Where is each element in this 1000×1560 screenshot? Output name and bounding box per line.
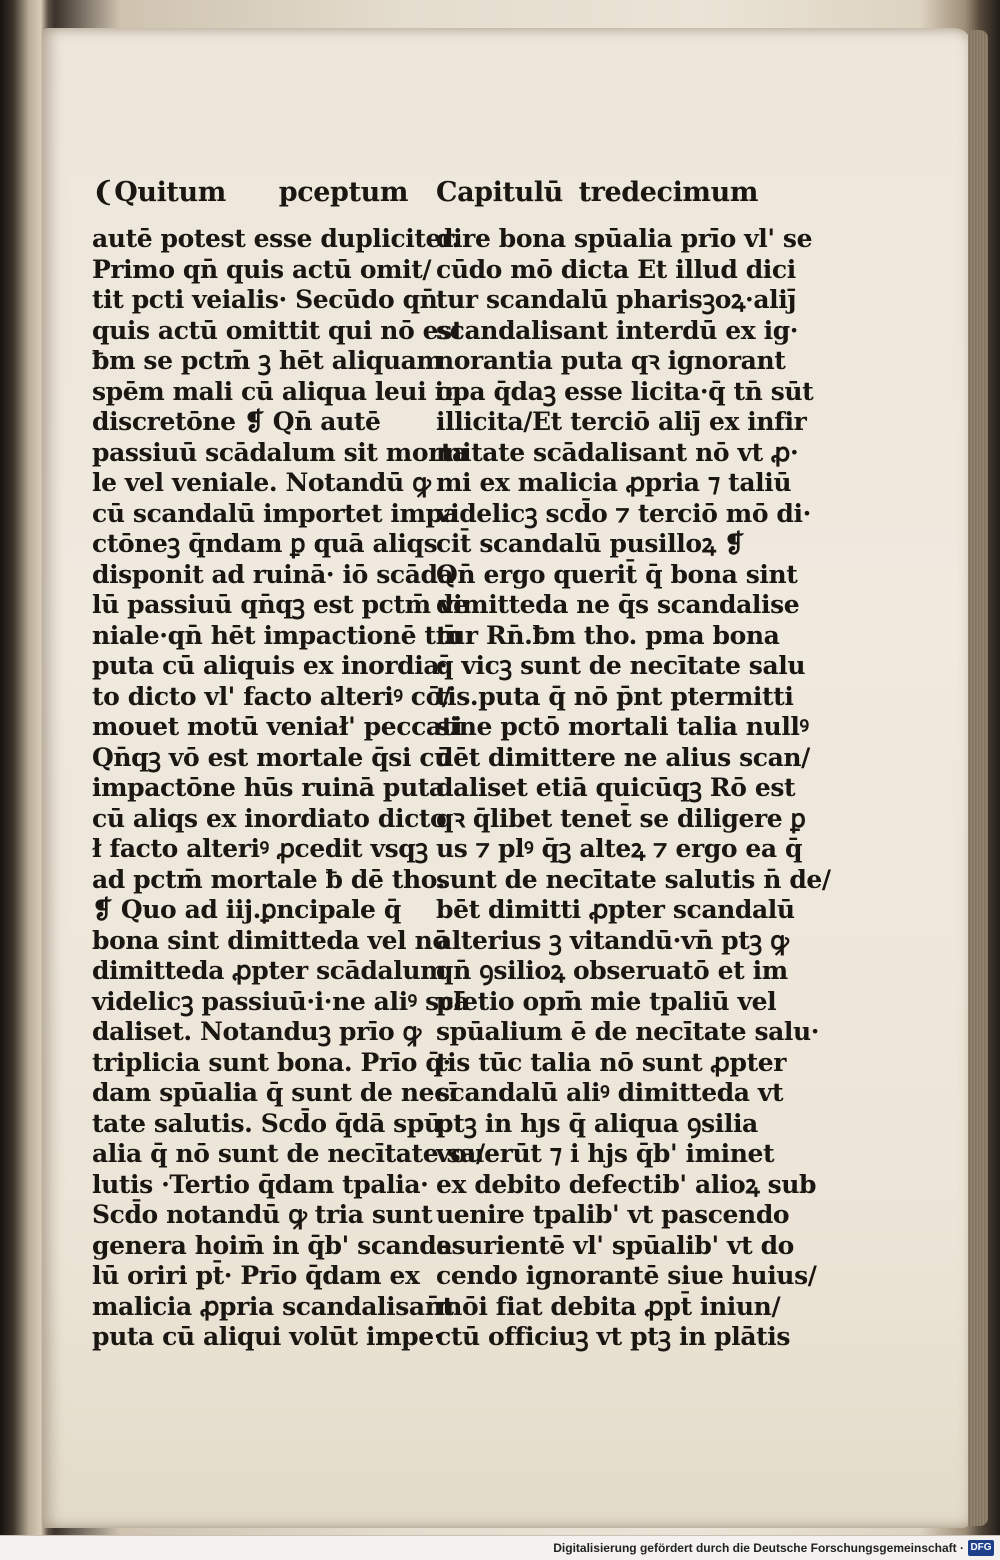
right-column-line: qꝛ q̄libet tenet̄ se diligere ꝑ [436, 803, 806, 833]
left-column-line: ad pctm̄ mortale ƀ dē tho. [92, 864, 445, 894]
left-running-head [92, 178, 408, 218]
page-block-edge [968, 30, 988, 1526]
right-column-line: vouerūt ⁊ i hjs q̄b' iminet [436, 1139, 775, 1168]
right-text-column [436, 177, 831, 1353]
left-column-line: discretōne ❡ Qn̄ autē [92, 407, 381, 436]
right-column-line: bēt dimitti ꝓpter scandalū [436, 895, 795, 924]
left-column-line: to dicto vl' facto alteriꝰ cō/ [92, 681, 451, 711]
right-column-line: Qn̄ ergo querit̄ q̄ bona sint [436, 559, 798, 589]
right-column-line: scandalū aliꝰ dimitteda vt [436, 1078, 784, 1107]
funding-credit: Digitalisierung gefördert durch die Deutsche Forschungsgemeinschaft · [553, 1541, 964, 1555]
right-column-line: cūdo mō dicta Et illud dici [436, 254, 796, 284]
right-column-line: tis.puta q̄ nō p̄nt ptermitti [436, 681, 794, 711]
left-column-lines [92, 224, 485, 1353]
right-column-line: mōi fiat debita ꝓpt̄ iniun/ [436, 1291, 781, 1321]
digitization-footer [0, 1535, 1000, 1560]
left-column-line: lutis ·Tertio q̄dam tpalia· [92, 1169, 429, 1199]
left-text-column [92, 177, 485, 1353]
left-column-line: daliset. Notanduꝫ prīo ꝙ [92, 1017, 421, 1046]
right-column-line: opa q̄daꝫ esse licita·q̄ tn̄ sūt [436, 376, 814, 406]
left-column-line: tate salutis. Scd̄o q̄dā spū [92, 1108, 442, 1138]
left-column-line: ❡ Quo ad iij.ꝑncipale q̄ [92, 895, 401, 924]
left-column-line: puta cū aliquis ex inordia· [92, 651, 448, 680]
right-column-line: illicita/Et terciō aliȷ̄ ex infir [436, 407, 807, 436]
right-column-line: uenire tpalib' vt pascendo [436, 1200, 790, 1229]
left-column-line: malicia ꝓpria scandalisan̄t [92, 1291, 454, 1321]
right-column-line: ptꝫ in hȷs q̄ aliqua ꝯsilia [436, 1108, 758, 1138]
left-column-line: videlicꝫ passiuū·i·ne aliꝰ scā [92, 986, 470, 1016]
left-column-line: autē potest esse dupliciter. [92, 224, 460, 253]
right-column-line: esurientē vl' spūalib' vt do [436, 1230, 794, 1260]
right-column-line: cit̄ scandalū pusilloꝝ ❡ [436, 529, 745, 558]
left-column-line: disponit ad ruinā· iō scāda [92, 559, 454, 589]
left-column-line: lū passiuū qn̄qꝫ est pctm̄ ve [92, 590, 469, 619]
right-column-line: scandalisant interdū ex ig· [436, 315, 799, 345]
right-column-line: dire bona spūalia prīo vl' se [436, 224, 813, 253]
left-column-line: dimitteda ꝓpter scādalum [92, 956, 447, 985]
left-column-line: le vel veniale. Notandū ꝙ [92, 468, 431, 497]
left-column-line: mouet motū veniał' peccati [92, 712, 462, 741]
right-column-line: sine pctō mortali talia nullꝰ [436, 712, 809, 741]
left-head-word-1: ❨Quitum [92, 177, 226, 208]
left-column-line: cū aliqs ex inordiato dicto [92, 803, 447, 833]
left-column-line: Qn̄qꝫ vō est mortale q̄si cū [92, 742, 452, 772]
left-column-line: puta cū aliqui volūt impe· [92, 1322, 443, 1351]
right-column-line: videlicꝫ scd̄o ⁊ terciō mō di· [436, 498, 811, 528]
facing-page-edge [0, 0, 48, 1535]
right-column-line: ctū officiuꝫ vt ptꝫ in plātis [436, 1322, 791, 1351]
left-column-line: Primo qn̄ quis actū omit/ [92, 254, 432, 284]
left-head-word-2: pceptum [278, 177, 408, 208]
left-column-line: triplicia sunt bona. Prīo q̄· [92, 1047, 451, 1077]
dfg-logo: DFG [968, 1540, 994, 1556]
left-column-line: Scd̄o notandū ꝙ tria sunt [92, 1200, 433, 1229]
right-column-line: qn̄ ꝯsilioꝝ obseruatō et im [436, 956, 788, 985]
left-column-line: genera hoim̄ in q̄b' scanda [92, 1230, 453, 1260]
right-column-line: cendo ignorantē siue huius/ [436, 1261, 817, 1290]
left-column-line: spēm mali cū aliqua leui in [92, 376, 462, 406]
right-column-line: ex debito defectib' alioꝝ sub [436, 1169, 817, 1199]
right-column-line: us ⁊ plꝰ q̄ꝫ alteꝝ ⁊ ergo ea q̄ [436, 834, 803, 863]
right-head-word-1: Capitulū [436, 177, 563, 208]
right-column-line: tur scandalū pharisꝫoꝝ·aliȷ̄ [436, 285, 796, 314]
left-column-line: bona sint dimitteda vel nō [92, 925, 449, 955]
left-column-line: alia q̄ nō sunt de necītate sa/ [92, 1139, 485, 1168]
left-column-line: tit pcti veialis· Secūdo qn̄ [92, 285, 438, 314]
right-column-line: sunt de necītate salutis n̄ de/ [436, 864, 831, 894]
left-column-line: niale·qn̄ hēt impactionē tm̄ [92, 620, 462, 650]
right-column-line: dēt dimittere ne alius scan/ [436, 742, 810, 772]
left-column-line: quis actū omittit qui nō est [92, 315, 463, 345]
right-column-line: daliset etiā quicūqꝫ Rō est [436, 773, 796, 802]
right-column-line: mi ex malicia ꝓpria ⁊ taliū [436, 468, 792, 497]
left-column-line: ƀm se pctm̄ ꝫ hēt aliquam [92, 346, 443, 375]
right-column-line: tis tūc talia nō sunt ꝓpter [436, 1047, 787, 1077]
right-column-line: tur Rn̄.ƀm tho. pma bona [436, 620, 780, 650]
right-column-line: dimitteda ne q̄s scandalise [436, 590, 800, 619]
left-column-line: passiuū scādalum sit morta [92, 437, 468, 467]
right-column-lines [436, 224, 831, 1353]
right-column-line: pletio opm̄ mie tpaliū vel [436, 986, 777, 1016]
right-column-line: spūalium ē de necītate salu· [436, 1017, 820, 1046]
left-column-line: impactōne hūs ruinā puta [92, 773, 445, 802]
right-running-head [436, 178, 758, 218]
right-column-line: q̄ vicꝫ sunt de necītate salu [436, 651, 806, 680]
right-head-word-2: tredecimum [578, 177, 758, 208]
left-column-line: dam spūalia q̄ sunt de necī [92, 1078, 459, 1107]
left-column-line: cū scandalū importet impa [92, 498, 459, 528]
right-column-line: alterius ꝫ vitandū·vn̄ ptꝫ ꝙ [436, 925, 789, 955]
left-column-line: ł facto alteriꝰ ꝓcedit vsqꝫ [92, 834, 428, 863]
left-column-line: ctōneꝫ q̄ndam ꝑ quā aliqs [92, 529, 438, 558]
right-column-line: mitate scādalisant nō vt ꝓ· [436, 437, 799, 467]
right-column-line: norantia puta qꝛ ignorant [436, 346, 786, 375]
left-column-line: lū oriri pt̄· Prīo q̄dam ex [92, 1261, 420, 1290]
